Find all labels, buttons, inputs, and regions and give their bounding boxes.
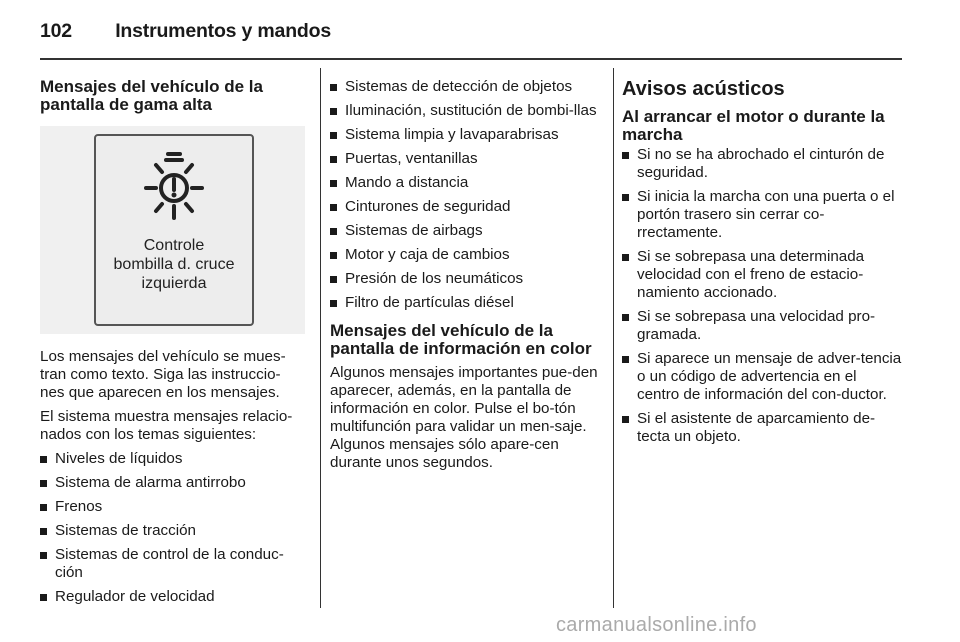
list-item: Sistema limpia y lavaparabrisas xyxy=(330,126,605,144)
list-item: Frenos xyxy=(40,498,305,516)
display-line: bombilla d. cruce xyxy=(113,256,235,273)
list-item: Presión de los neumáticos xyxy=(330,270,605,288)
subsection-heading: Al arrancar el motor o durante la marcha xyxy=(622,107,885,144)
list-item: Sistemas de airbags xyxy=(330,222,605,240)
column-2 xyxy=(330,78,605,478)
list-item: Niveles de líquidos xyxy=(40,450,305,468)
list-item: Si el asistente de aparcamiento de-tecta un objeto. xyxy=(622,410,902,446)
list-item: Iluminación, sustitución de bombi-llas xyxy=(330,102,605,120)
list-item: Sistemas de tracción xyxy=(40,522,305,540)
display-panel xyxy=(94,134,254,326)
paragraph: Algunos mensajes importantes pue-den aparecer, además, en la pantalla de información en color. Pulse el bo-tón multifunción para validar un men-saje. Algunos mensajes sólo apare-cen durante unos segundos. xyxy=(330,364,598,471)
list-item: Motor y caja de cambios xyxy=(330,246,605,264)
page-number: 102 xyxy=(40,20,72,42)
header-rule xyxy=(40,58,902,60)
list-item: Si aparece un mensaje de adver-tencia o un código de advertencia en el centro de información del con-ductor. xyxy=(622,350,902,404)
list-item: Sistema de alarma antirrobo xyxy=(40,474,305,492)
list-item: Filtro de partículas diésel xyxy=(330,294,605,312)
column-3 xyxy=(622,78,902,452)
list-item: Si se sobrepasa una determinada velocidad con el freno de estacio-namiento accionado. xyxy=(622,248,902,302)
list-item: Puertas, ventanillas xyxy=(330,150,605,168)
list-item: Mando a distancia xyxy=(330,174,605,192)
page-header xyxy=(40,20,331,43)
list-item: Sistemas de detección de objetos xyxy=(330,78,605,96)
paragraph: El sistema muestra mensajes relacio-nados con los temas siguientes: xyxy=(40,408,293,443)
section-heading-high-display: Mensajes del vehículo de la pantalla de gama alta xyxy=(40,77,263,114)
list-item: Sistemas de control de la conduc-ción xyxy=(40,546,305,582)
display-line: Controle xyxy=(143,237,205,254)
topic-list-continued xyxy=(330,78,605,312)
warning-list xyxy=(622,146,902,446)
display-message xyxy=(96,236,252,293)
column-1 xyxy=(40,78,305,612)
list-item: Si inicia la marcha con una puerta o el portón trasero sin cerrar co-rrectamente. xyxy=(622,188,902,242)
section-heading-acoustic: Avisos acústicos xyxy=(622,78,785,100)
display-illustration xyxy=(40,126,305,334)
bulb-warning-icon xyxy=(138,148,210,228)
display-line: izquierda xyxy=(141,275,207,292)
watermark: carmanualsonline.info xyxy=(556,614,757,636)
page-title: Instrumentos y mandos xyxy=(115,20,331,42)
paragraph: Los mensajes del vehículo se mues-tran como texto. Siga las instruccio-nes que aparecen en los mensajes. xyxy=(40,348,286,401)
column-divider-1 xyxy=(320,68,321,608)
list-item: Regulador de velocidad xyxy=(40,588,305,606)
list-item: Si no se ha abrochado el cinturón de seguridad. xyxy=(622,146,902,182)
topic-list xyxy=(40,450,305,606)
column-divider-2 xyxy=(613,68,614,608)
list-item: Cinturones de seguridad xyxy=(330,198,605,216)
list-item: Si se sobrepasa una velocidad pro-gramada. xyxy=(622,308,902,344)
section-heading-color-display: Mensajes del vehículo de la pantalla de información en color xyxy=(330,321,592,358)
